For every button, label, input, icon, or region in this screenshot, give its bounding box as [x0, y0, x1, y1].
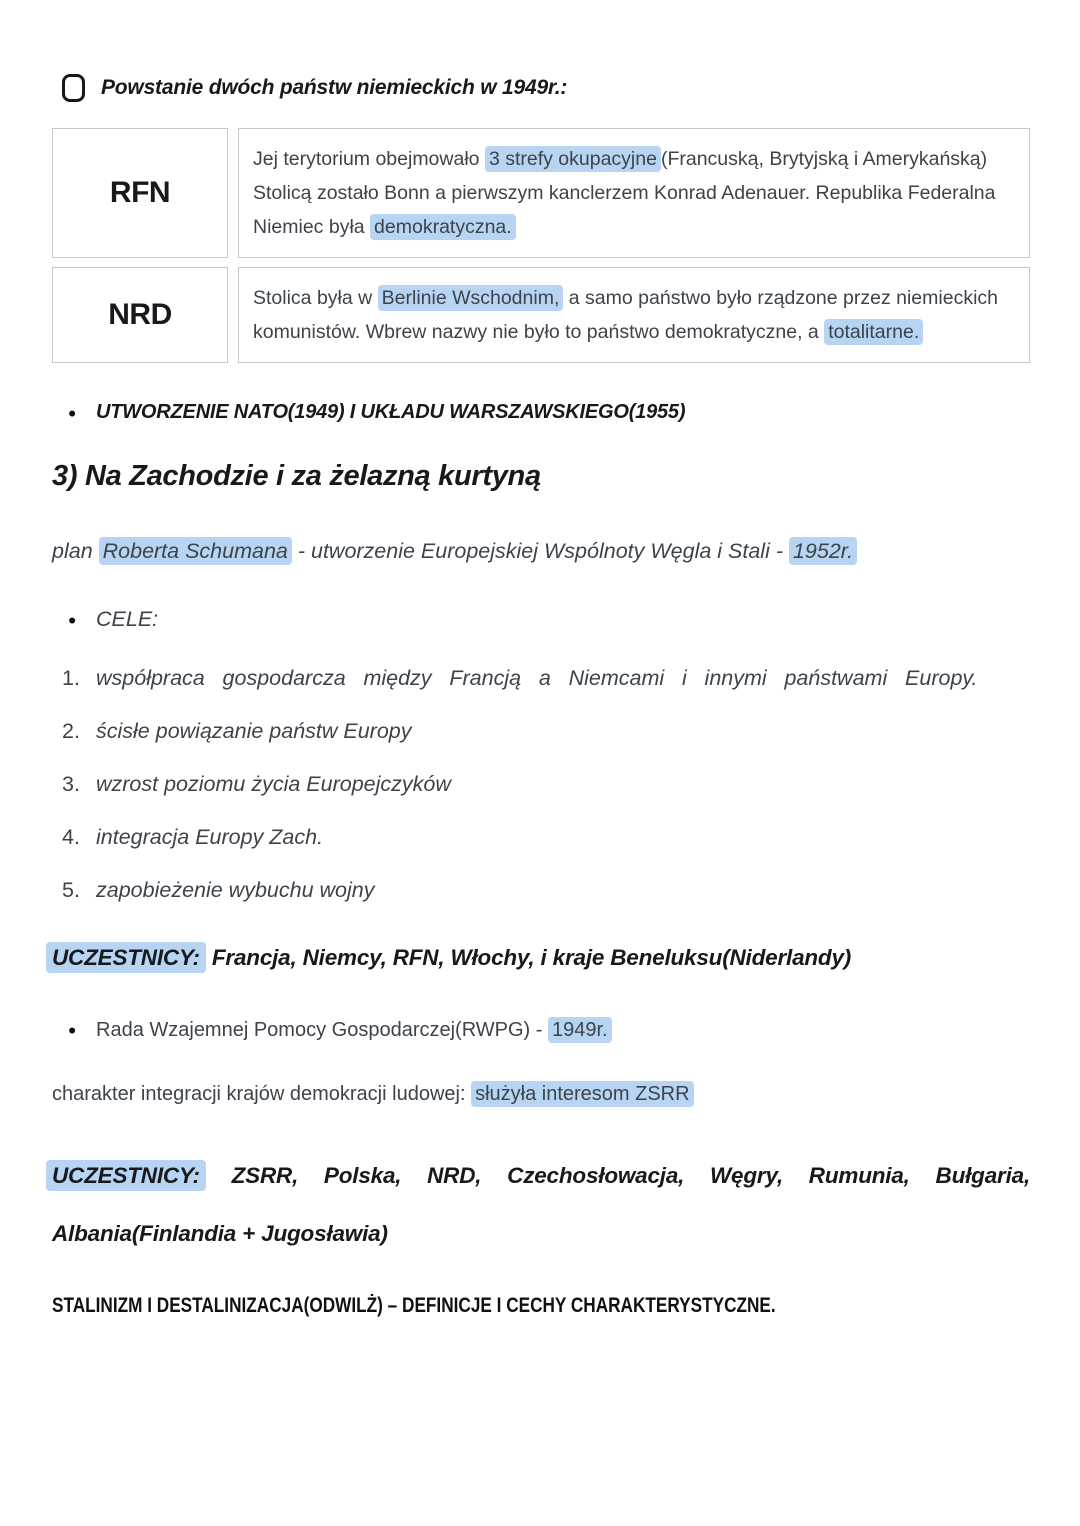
- checkbox-icon[interactable]: [62, 74, 85, 102]
- text-segment: (Francuską, Brytyjską i Amerykańską) Stolicą zostało Bonn a pierwszym kanclerzem Konrad Adenauer. Republika Federalna Niemiec była: [253, 148, 996, 238]
- cele-label: CELE:: [96, 607, 159, 631]
- table-cell-rfn-label: RFN: [52, 128, 228, 258]
- todo-item: [62, 74, 1030, 102]
- goals-list: [52, 652, 1030, 917]
- text-segment: charakter integracji krajów demokracji ludowej:: [52, 1083, 472, 1105]
- bullet-icon: ●: [68, 1021, 77, 1038]
- participants-text: Francja, Niemcy, RFN, Włochy, i kraje Beneluksu(Niderlandy): [205, 945, 852, 970]
- highlighted-text: 3 strefy okupacyjne: [485, 146, 661, 172]
- german-states-table: [52, 128, 1030, 363]
- text-segment: Jej terytorium obejmowało: [253, 148, 485, 170]
- todo-label: Powstanie dwóch państw niemieckich w 1949r.:: [101, 76, 568, 99]
- highlighted-text: służyła interesom ZSRR: [471, 1081, 694, 1107]
- table-row-rfn: [52, 128, 1030, 258]
- table-cell-nrd-label: NRD: [52, 267, 228, 363]
- text-segment: Rada Wzajemnej Pomocy Gospodarczej(RWPG) -: [96, 1019, 548, 1041]
- bullet-icon: ●: [68, 403, 77, 420]
- text-segment: Stolica była w: [253, 287, 378, 309]
- highlighted-text: 1952r.: [789, 537, 857, 565]
- highlighted-text: 1949r.: [548, 1017, 612, 1043]
- nato-bullet-item: [52, 401, 1030, 424]
- goal-item-1: współpraca gospodarcza między Francją a Niemcami i innymi państwami Europy.: [96, 666, 978, 690]
- goal-item-5: zapobieżenie wybuchu wojny: [96, 878, 375, 902]
- participants-label-highlight: UCZESTNICY:: [46, 942, 206, 973]
- goal-item-4: integracja Europy Zach.: [96, 825, 324, 849]
- nato-bullet-label: UTWORZENIE NATO(1949) I UKŁADU WARSZAWSKIEGO(1955): [96, 401, 686, 423]
- participants-ewws-line: [52, 941, 1030, 975]
- integration-character-line: [52, 1079, 1030, 1109]
- goal-item-2: ścisłe powiązanie państw Europy: [96, 719, 412, 743]
- schuman-plan-line: [52, 535, 1030, 567]
- participants-rwpg-line: [52, 1147, 1030, 1263]
- participants-label-highlight: UCZESTNICY:: [46, 1160, 206, 1191]
- section-heading: 3) Na Zachodzie i za żelazną kurtyną: [52, 460, 541, 492]
- highlighted-text: totalitarne.: [824, 319, 923, 345]
- text-segment: plan: [52, 539, 99, 563]
- table-cell-nrd-text: [238, 267, 1030, 363]
- stalinism-heading: STALINIZM I DESTALINIZACJA(ODWILŻ) – DEFINICJE I CECHY CHARAKTERYSTYCZNE.: [52, 1293, 776, 1317]
- bullet-icon: ●: [68, 610, 77, 627]
- table-cell-rfn-text: [238, 128, 1030, 258]
- cele-bullet-item: [52, 607, 1030, 632]
- text-segment: - utworzenie Europejskiej Wspólnoty Węgla i Stali -: [291, 539, 789, 563]
- rwpg-bullet-item: [52, 1015, 1030, 1045]
- goal-item-3: wzrost poziomu życia Europejczyków: [96, 772, 451, 796]
- highlighted-text: Roberta Schumana: [99, 537, 292, 565]
- highlighted-text: demokratyczna.: [370, 214, 516, 240]
- rwpg-text: [96, 1017, 612, 1043]
- table-row-nrd: [52, 267, 1030, 363]
- highlighted-text: Berlinie Wschodnim,: [378, 285, 564, 311]
- text-segment: a samo państwo było rządzone przez niemieckich komunistów. Wbrew nazwy nie było to państwo demokratyczne, a: [253, 287, 999, 343]
- participants-text: ZSRR, Polska, NRD, Czechosłowacja, Węgry, Rumunia, Bułgaria, Albania(Finlandia + Jugosławia): [52, 1163, 1030, 1246]
